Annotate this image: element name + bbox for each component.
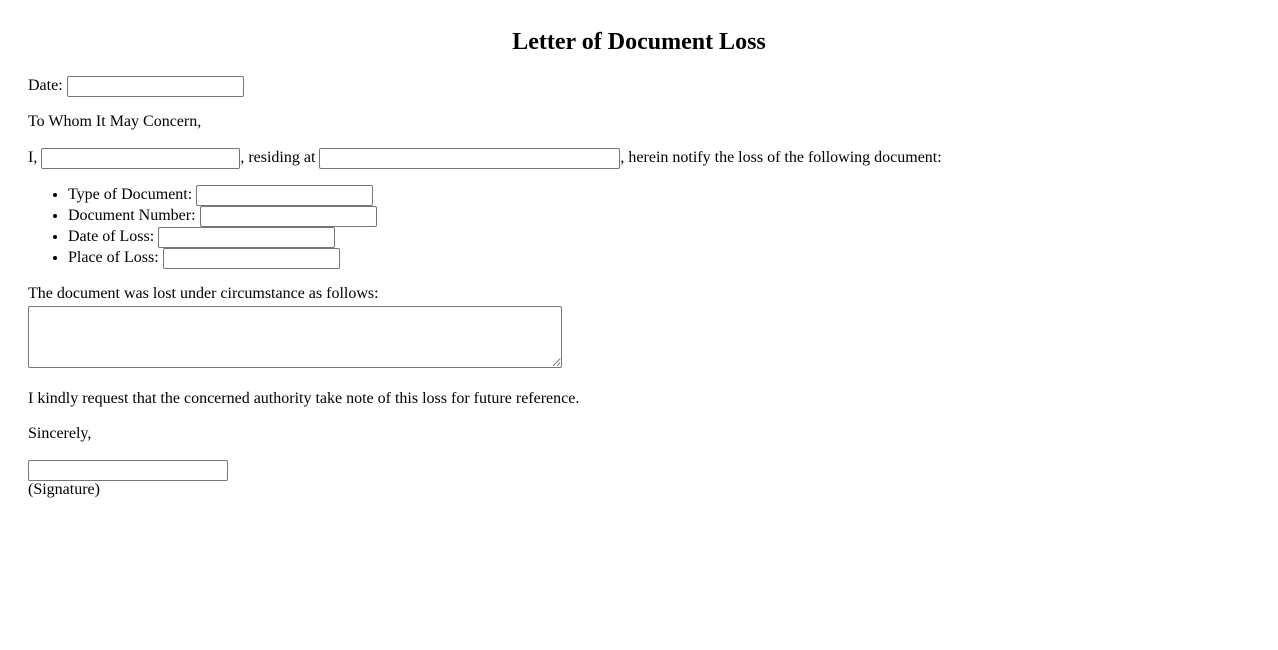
- address-input[interactable]: [319, 148, 620, 169]
- name-input[interactable]: [41, 148, 240, 169]
- date-line: [28, 76, 1250, 97]
- detail-item-place-of-loss: [68, 248, 1250, 269]
- circumstance-textarea[interactable]: [28, 306, 562, 368]
- closing-text: Sincerely,: [28, 424, 92, 442]
- document-number-label: Document Number:: [68, 207, 200, 225]
- signature-block: [28, 460, 1250, 500]
- type-of-document-label: Type of Document:: [68, 186, 197, 204]
- request-text: I kindly request that the concerned authority take note of this loss for future reference.: [28, 389, 580, 407]
- detail-item-type-of-document: [68, 185, 1250, 206]
- intro-line: [28, 148, 1250, 169]
- circumstance-label: The document was lost under circumstance as follows:: [28, 285, 379, 303]
- place-of-loss-label: Place of Loss:: [68, 249, 163, 267]
- page-title: Letter of Document Loss: [512, 29, 766, 55]
- type-of-document-input[interactable]: [196, 185, 373, 206]
- detail-item-document-number: [68, 206, 1250, 227]
- circumstance-section: [28, 285, 1250, 374]
- intro-part1: I,: [28, 149, 42, 167]
- place-of-loss-input[interactable]: [163, 248, 340, 269]
- document-number-input[interactable]: [200, 206, 377, 227]
- signature-caption: (Signature): [28, 480, 100, 498]
- intro-part2: , residing at: [240, 149, 320, 167]
- salutation: To Whom It May Concern,: [28, 113, 202, 131]
- date-input[interactable]: [67, 76, 244, 97]
- detail-item-date-of-loss: [68, 227, 1250, 248]
- date-label: Date:: [28, 77, 67, 95]
- intro-part3: , herein notify the loss of the following document:: [620, 149, 942, 167]
- signature-input[interactable]: [28, 460, 228, 481]
- document-details-list: [28, 185, 1250, 269]
- date-of-loss-label: Date of Loss:: [68, 228, 159, 246]
- date-of-loss-input[interactable]: [158, 227, 335, 248]
